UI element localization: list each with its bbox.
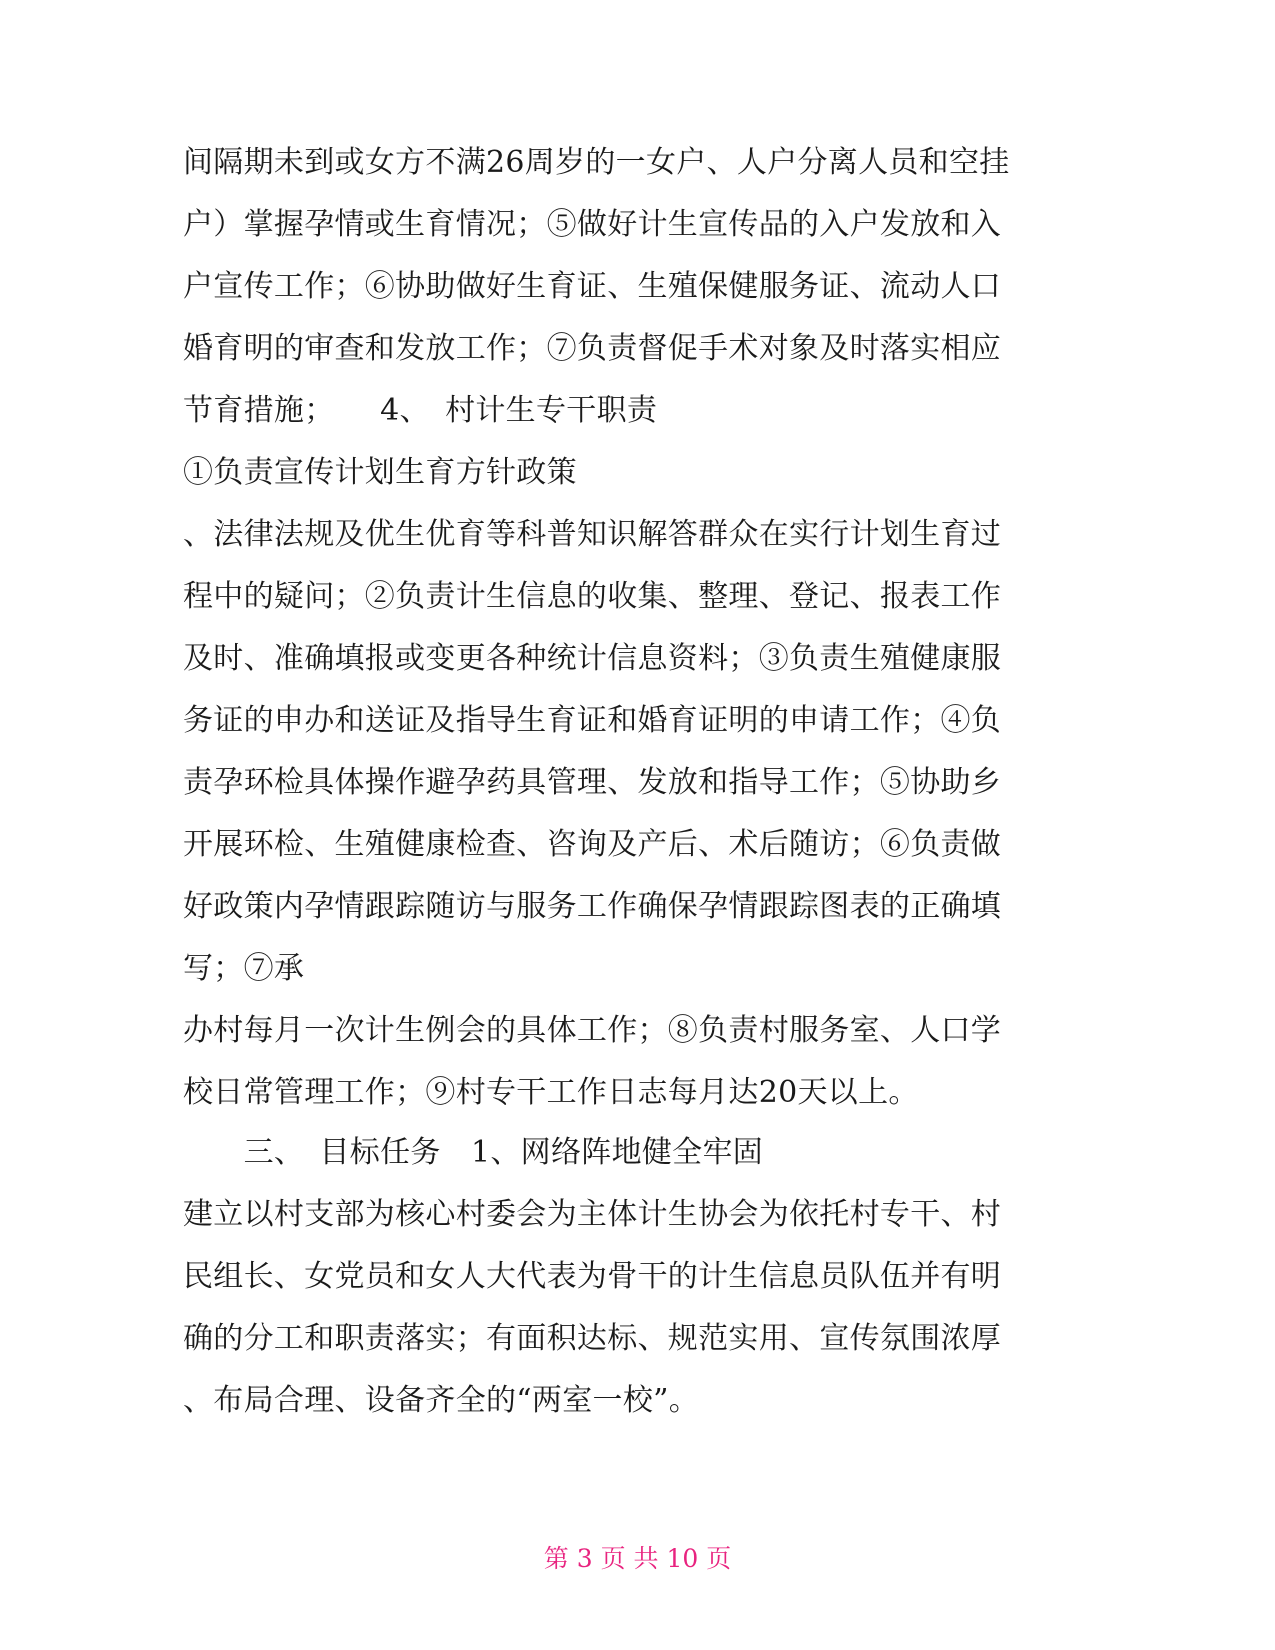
text-line: 建立以村支部为核心村委会为主体计生协会为依托村专干、村 — [183, 1197, 1002, 1232]
text-line: 及时、准确填报或变更各种统计信息资料；③负责生殖健康服 — [183, 641, 1002, 676]
section-heading: 三、 目标任务 1、网络阵地健全牢固 — [183, 1135, 764, 1170]
page-number-footer: 第 3 页 共 10 页 — [543, 1544, 732, 1573]
text-line: 户宣传工作；⑥协助做好生育证、生殖保健服务证、流动人口 — [183, 269, 1002, 304]
text-line: ①负责宣传计划生育方针政策 — [183, 455, 577, 490]
text-line: 间隔期未到或女方不满26周岁的一女户、人户分离人员和空挂 — [183, 145, 1010, 180]
text-line: 、布局合理、设备齐全的“两室一校”。 — [183, 1383, 700, 1418]
text-line: 开展环检、生殖健康检查、咨询及产后、术后随访；⑥负责做 — [183, 827, 1002, 862]
text-line: 确的分工和职责落实；有面积达标、规范实用、宣传氛围浓厚 — [183, 1321, 1002, 1356]
text-line: 校日常管理工作；⑨村专干工作日志每月达20天以上。 — [183, 1075, 919, 1110]
text-line: 好政策内孕情跟踪随访与服务工作确保孕情跟踪图表的正确填 — [183, 889, 1002, 924]
text-line: 办村每月一次计生例会的具体工作；⑧负责村服务室、人口学 — [183, 1013, 1002, 1048]
text-line: 、法律法规及优生优育等科普知识解答群众在实行计划生育过 — [183, 517, 1002, 552]
text-line: 婚育明的审查和发放工作；⑦负责督促手术对象及时落实相应 — [183, 331, 1002, 366]
text-line: 节育措施； 4、 村计生专干职责 — [183, 393, 658, 428]
text-line: 程中的疑问；②负责计生信息的收集、整理、登记、报表工作 — [183, 579, 1002, 614]
text-line: 民组长、女党员和女人大代表为骨干的计生信息员队伍并有明 — [183, 1259, 1002, 1294]
text-line: 务证的申办和送证及指导生育证和婚育证明的申请工作；④负 — [183, 703, 1002, 738]
text-line: 写；⑦承 — [183, 951, 305, 986]
text-line: 责孕环检具体操作避孕药具管理、发放和指导工作；⑤协助乡 — [183, 765, 1002, 800]
text-line: 户）掌握孕情或生育情况；⑤做好计生宣传品的入户发放和入 — [183, 207, 1002, 242]
